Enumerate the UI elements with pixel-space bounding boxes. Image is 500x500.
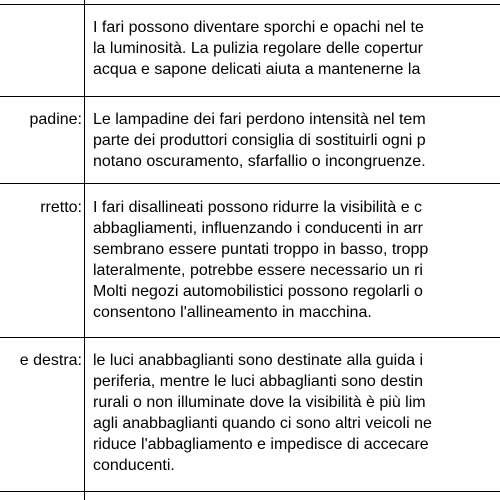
- text-line: I fari possono diventare sporchi e opachi nel te: [93, 19, 424, 36]
- column-divider: [84, 0, 85, 500]
- text-line: rurali o non illuminate dove la visibilità è più lim: [93, 394, 426, 411]
- text-line: agli anabbaglianti quando ci sono altri veicoli ne: [93, 415, 432, 432]
- table-bottom-border: [0, 491, 500, 492]
- text-line: lateralmente, potrebbe essere necessario un ri: [93, 262, 423, 279]
- text-line: Le lampadine dei fari perdono intensità nel tem: [93, 111, 426, 128]
- text-line: riduce l'abbagliamento e impedisce di accecare: [93, 436, 429, 453]
- row-label: rretto:: [40, 199, 82, 216]
- table-cell-text: [93, 109, 500, 172]
- text-line: consentono l'allineamento in macchina.: [93, 304, 372, 321]
- text-line: parte dei produttori consiglia di sostituirli ogni p: [93, 132, 426, 149]
- text-line: Molti negozi automobilistici possono regolarli o: [93, 283, 423, 300]
- text-line: la luminosità. La pulizia regolare delle copertur: [93, 40, 423, 57]
- row-divider: [0, 337, 500, 338]
- text-line: abbagliamenti, influenzando i conducenti in arr: [93, 220, 423, 237]
- text-line: I fari disallineati possono ridurre la visibilità e c: [93, 199, 423, 216]
- table-cell-text: [93, 17, 500, 80]
- text-line: le luci anabbaglianti sono destinate alla guida i: [93, 352, 424, 369]
- text-line: acqua e sapone delicati aiuta a mantenerne la: [93, 61, 421, 78]
- row-divider: [0, 183, 500, 184]
- row-label: padine:: [29, 111, 82, 128]
- text-line: periferia, mentre le luci abbaglianti sono destin: [93, 373, 423, 390]
- table-cell-text: [93, 350, 500, 476]
- table-top-border: [0, 4, 500, 5]
- table-cell-text: [93, 197, 500, 323]
- text-line: notano oscuramento, sfarfallio o incongruenze.: [93, 153, 426, 170]
- text-line: sembrano essere puntati troppo in basso, tropp: [93, 241, 429, 258]
- text-line: conducenti.: [93, 457, 175, 474]
- row-label: e destra:: [19, 352, 82, 369]
- row-divider: [0, 96, 500, 97]
